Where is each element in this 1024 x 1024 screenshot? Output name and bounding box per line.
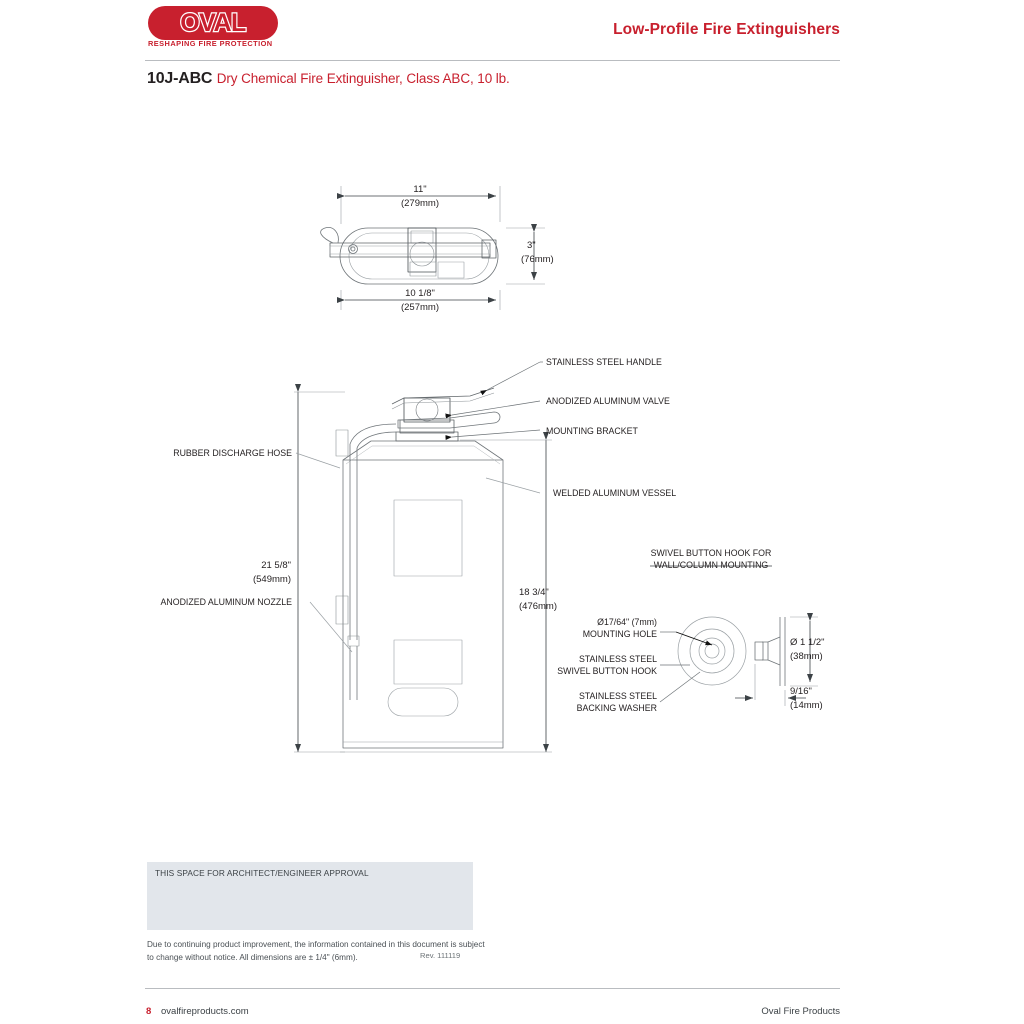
topview-width-in: 11" — [413, 184, 427, 195]
disclaimer-text: Due to continuing product improvement, the information contained in this document is subject to change without notice. All dimensions are ± 1/4" (6mm). — [147, 940, 485, 962]
hook-title-line2: WALL/COLUMN MOUNTING — [653, 560, 769, 570]
bracket-height-mm: (476mm) — [519, 601, 558, 612]
footer-company: Oval Fire Products — [761, 1006, 840, 1017]
bracket-height-in: 18 3/4" — [519, 587, 549, 598]
footer-url[interactable]: ovalfireproducts.com — [161, 1006, 249, 1017]
revision-text: Rev. 111119 — [420, 951, 461, 960]
page-number: 8 — [146, 1006, 152, 1017]
callout-welded-aluminum-vessel: WELDED ALUMINUM VESSEL — [553, 488, 677, 498]
callout-stainless-steel-handle: STAINLESS STEEL HANDLE — [546, 357, 662, 367]
approval-label: THIS SPACE FOR ARCHITECT/ENGINEER APPROVAL — [155, 868, 369, 878]
swivel-hook-line1: STAINLESS STEEL — [578, 654, 657, 664]
callout-anodized-aluminum-valve: ANODIZED ALUMINUM VALVE — [546, 396, 670, 406]
callout-rubber-discharge-hose: RUBBER DISCHARGE HOSE — [173, 448, 292, 458]
overall-height-in: 21 5/8" — [261, 560, 291, 571]
topview-depth-mm: (76mm) — [521, 254, 554, 265]
product-model: 10J-ABC — [147, 70, 213, 87]
mounting-hole-line1: Ø17/64" (7mm) — [597, 617, 657, 627]
backing-washer-line1: STAINLESS STEEL — [578, 691, 657, 701]
backing-washer-line2: BACKING WASHER — [576, 703, 657, 713]
footer-divider — [145, 988, 840, 989]
topview-bodywidth-in: 10 1/8" — [405, 288, 435, 299]
hook-diameter-mm: (38mm) — [790, 651, 823, 662]
hook-diameter-in: Ø 1 1/2" — [790, 637, 825, 648]
header-divider — [145, 60, 840, 61]
swivel-hook-line2: SWIVEL BUTTON HOOK — [557, 666, 657, 676]
section-title: Low-Profile Fire Extinguishers — [613, 21, 840, 38]
callout-mounting-bracket: MOUNTING BRACKET — [546, 426, 638, 436]
product-title-line — [147, 70, 510, 88]
callout-anodized-aluminum-nozzle: ANODIZED ALUMINUM NOZZLE — [160, 597, 292, 607]
product-description: Dry Chemical Fire Extinguisher, Class ABC, 10 lb. — [216, 71, 510, 86]
topview-width-mm: (279mm) — [400, 198, 440, 209]
logo-wordmark: OVAL — [180, 8, 246, 37]
oval-logo — [148, 6, 278, 40]
logo-tagline: RESHAPING FIRE PROTECTION — [148, 39, 273, 48]
topview-bodywidth-mm: (257mm) — [400, 302, 440, 313]
topview-depth-in: 3" — [527, 240, 536, 251]
mounting-hole-line2: MOUNTING HOLE — [582, 629, 657, 639]
hook-thickness-mm: (14mm) — [790, 700, 823, 711]
overall-height-mm: (549mm) — [252, 574, 291, 585]
hook-thickness-in: 9/16" — [790, 686, 812, 697]
hook-title-line1: SWIVEL BUTTON HOOK FOR — [650, 548, 772, 558]
